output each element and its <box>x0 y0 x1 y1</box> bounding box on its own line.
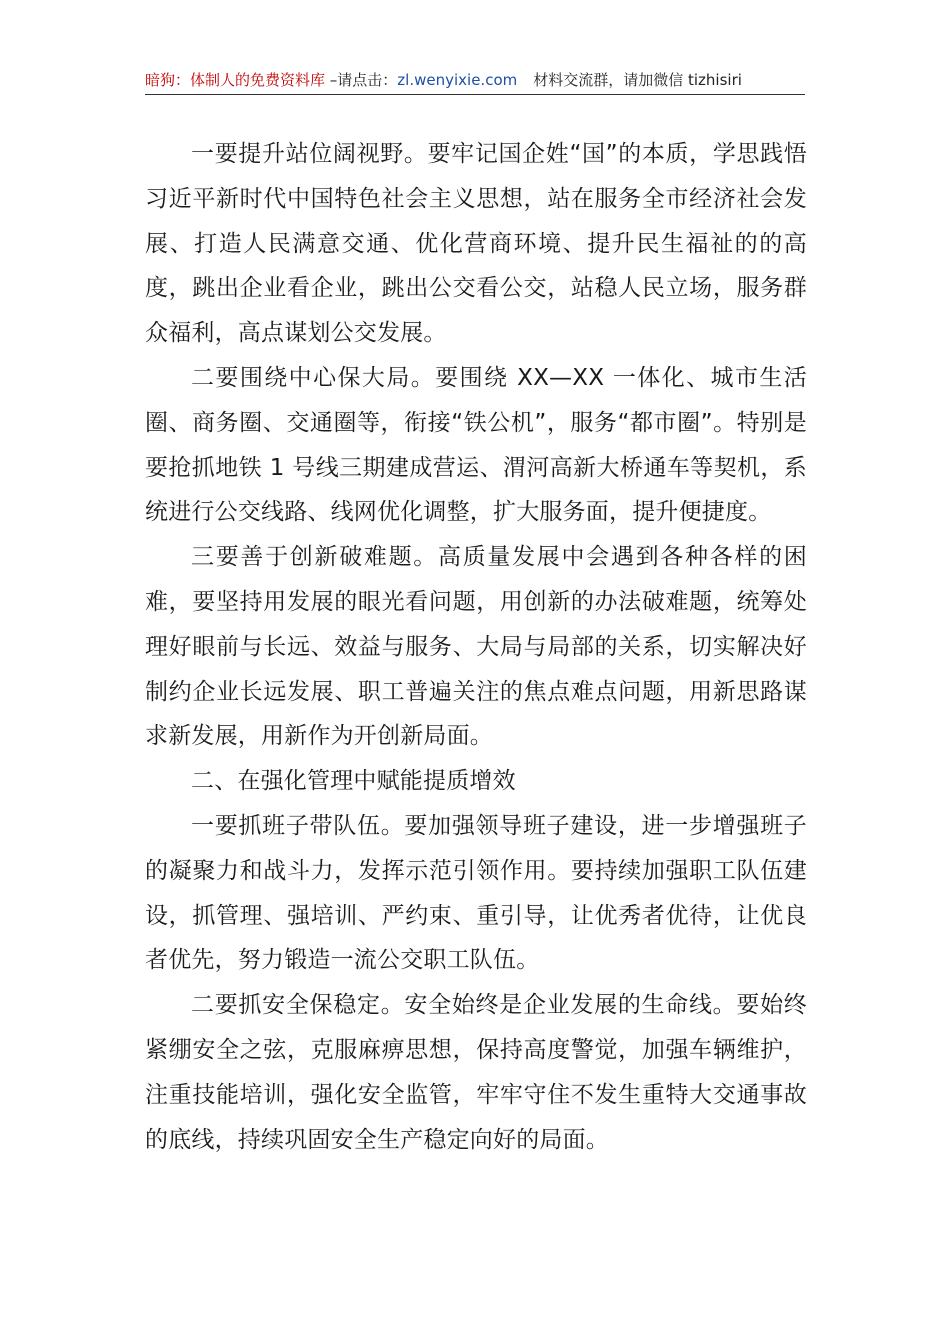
header-group-info: 材料交流群，请加微信 tizhisiri <box>533 71 742 89</box>
paragraph-team-building: 一要抓班子带队伍。要加强领导班子建设，进一步增强班子的凝聚力和战斗力，发挥示范引领作用。要持续加强职工队伍建设，抓管理、强培训、严约束、重引导，让优秀者优待，让优良者优先，努力锻造一流公交职工队伍。 <box>145 812 807 974</box>
document-body <box>145 132 807 1162</box>
paragraph-serve-center: 二要围绕中心保大局。要围绕 XX—XX 一体化、城市生活圈、商务圈、交通圈等，衔接“铁公机”，服务“都市圈”。特别是要抢抓地铁 1 号线三期建成营运、渭河高新大桥通车等契机，系统进行公交线路、线网优化调整，扩大服务面，提升便捷度。 <box>145 364 807 526</box>
section-heading: 二、在强化管理中赋能提质增效 <box>191 768 516 795</box>
header-brand: 暗狗：体制人的免费资料库 <box>145 71 326 89</box>
page-header <box>145 66 805 95</box>
paragraph-safety: 二要抓安全保稳定。安全始终是企业发展的生命线。要始终紧绷安全之弦，克服麻痹思想，保持高度警觉，加强车辆维护，注重技能培训，强化安全监管，牢牢守住不发生重特大交通事故的底线，持续巩固安全生产稳定向好的局面。 <box>145 992 807 1153</box>
paragraph-innovate: 三要善于创新破难题。高质量发展中会遇到各种各样的困难，要坚持用发展的眼光看问题，用创新的办法破难题，统筹处理好眼前与长远、效益与服务、大局与局部的关系，切实解决好制约企业长远发展、职工普遍关注的焦点难点问题，用新思路谋求新发展，用新作为开创新局面。 <box>145 544 807 750</box>
header-prompt: –请点击： <box>325 71 398 89</box>
header-link[interactable]: zl.wenyixie.com <box>397 71 518 89</box>
paragraph-raise-standpoint: 一要提升站位阔视野。要牢记国企姓“国”的本质，学思践悟习近平新时代中国特色社会主义思想，站在服务全市经济社会发展、打造人民满意交通、优化营商环境、提升民生福祉的的高度，跳出企业看企业，跳出公交看公交，站稳人民立场，服务群众福利，高点谋划公交发展。 <box>145 141 807 347</box>
